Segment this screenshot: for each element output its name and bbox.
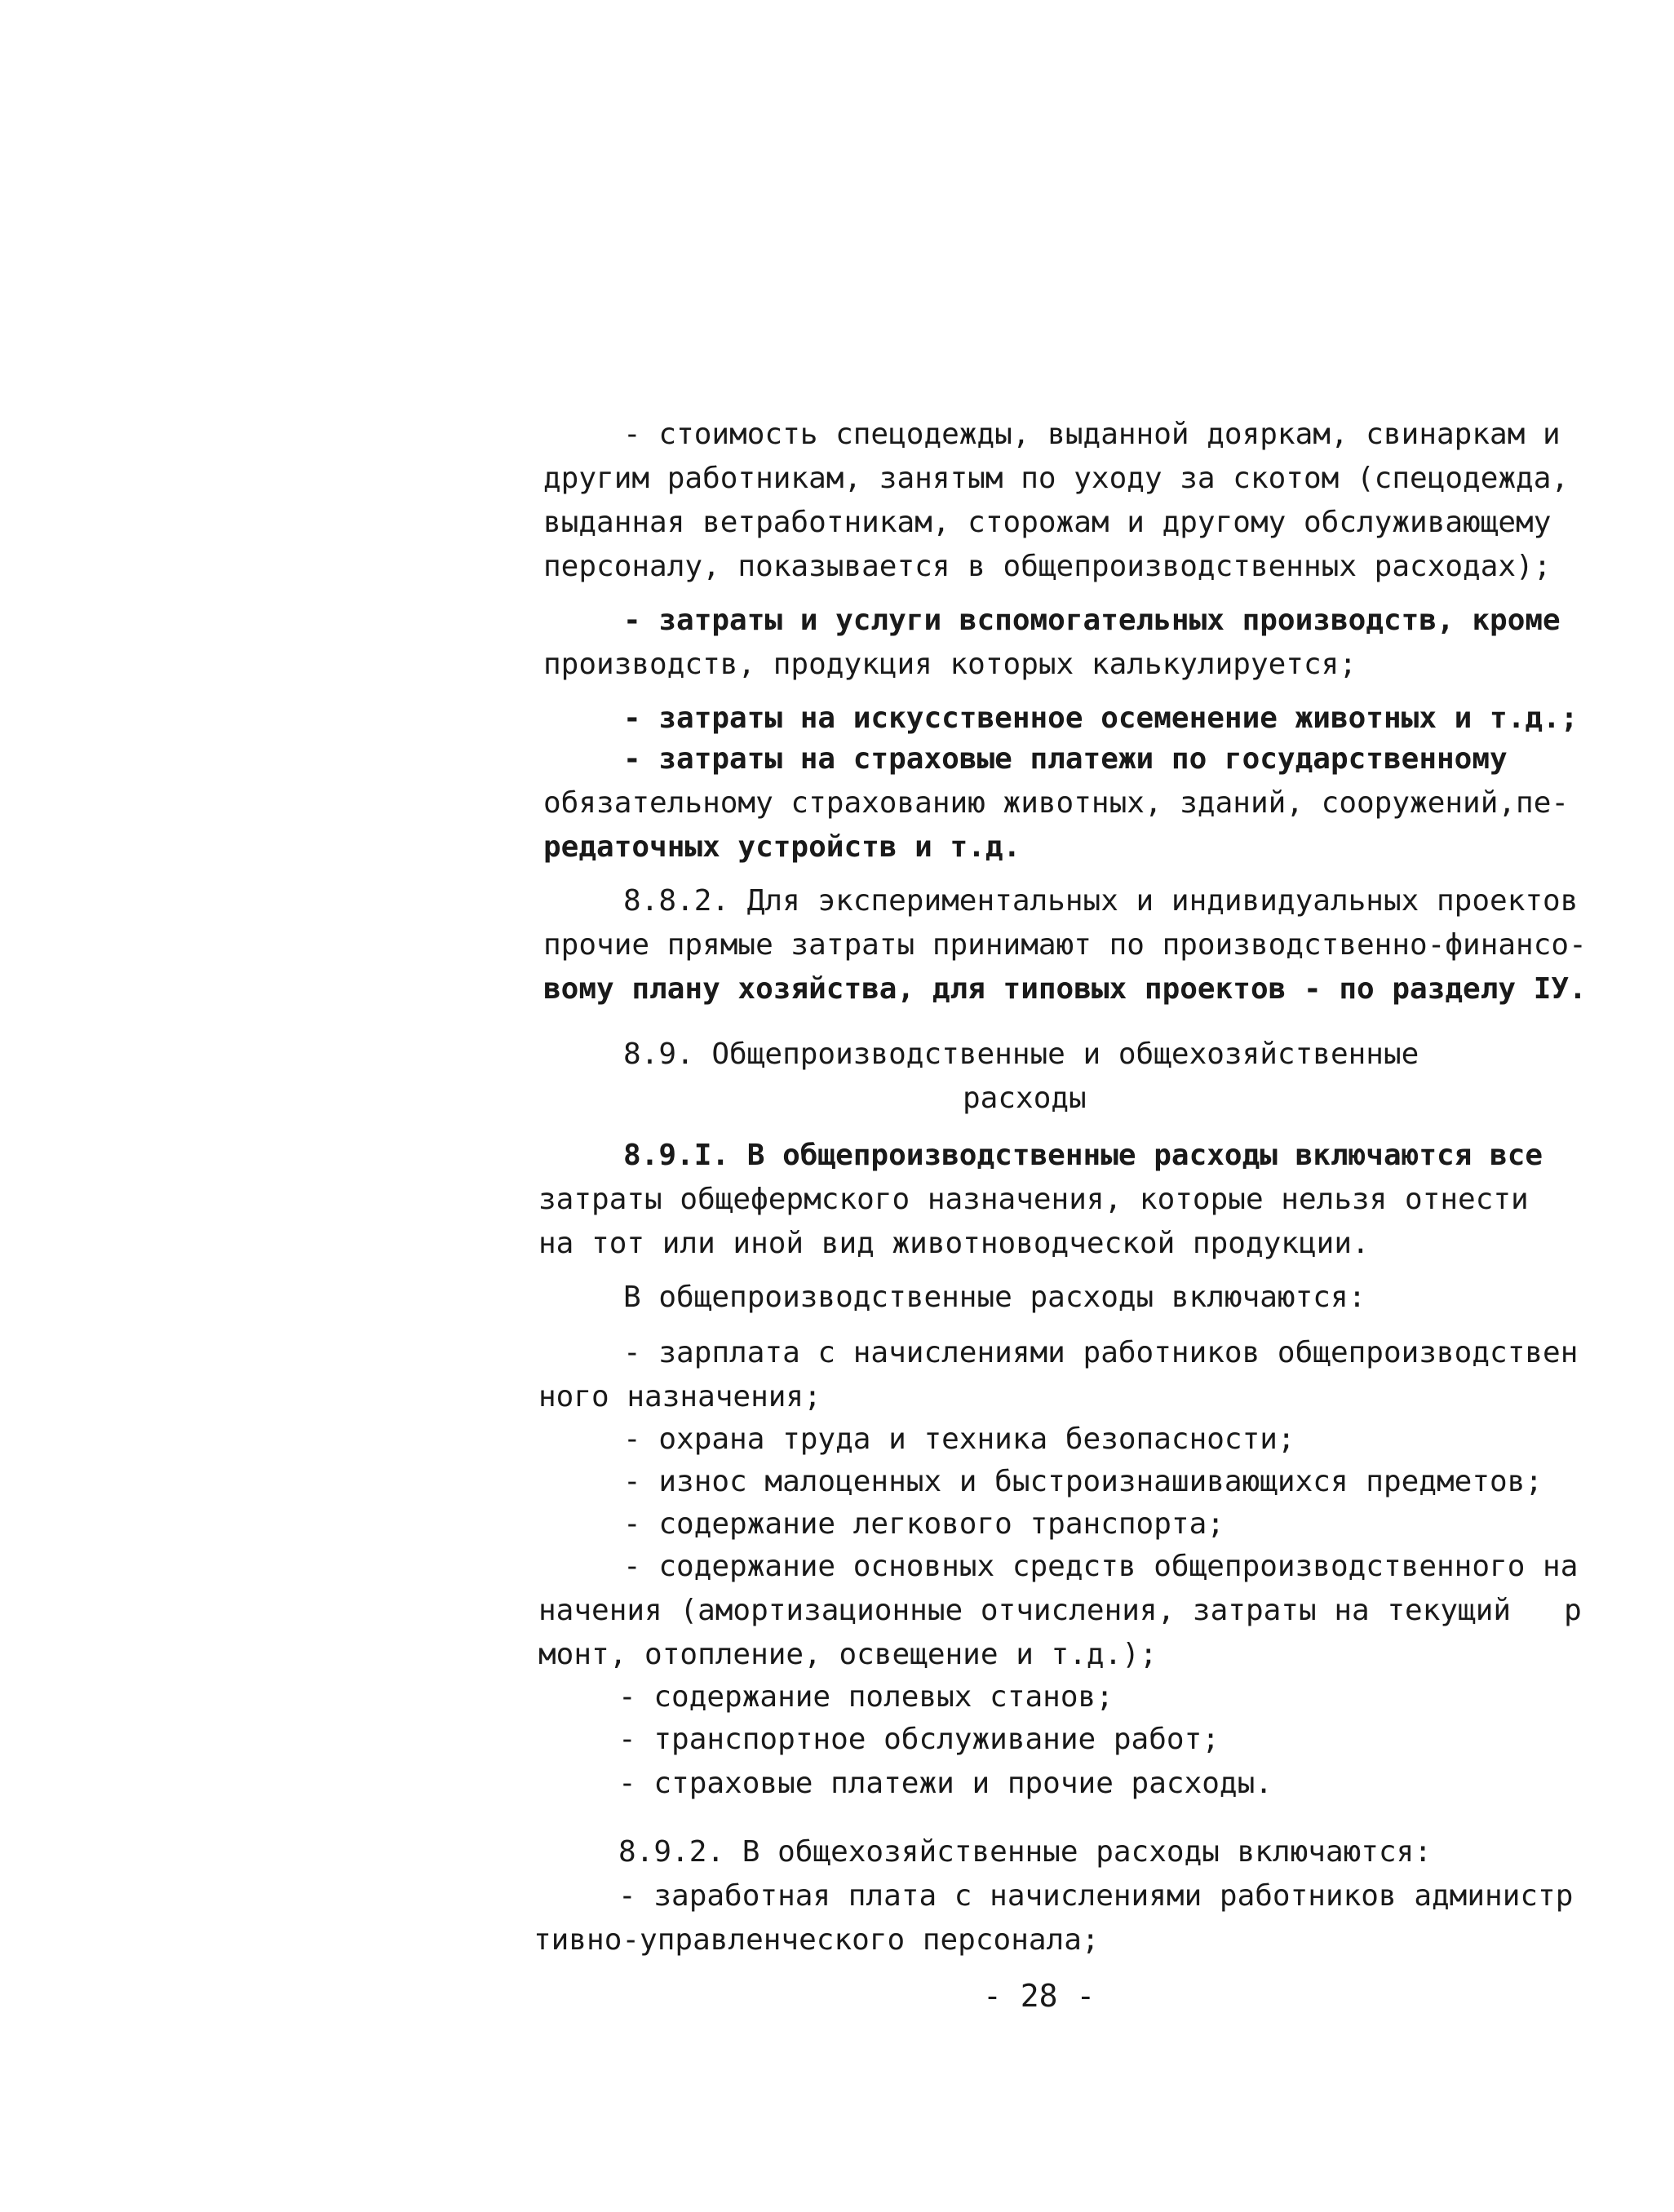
text-line: обязательному страхованию животных, зданий, сооружений,пе- (543, 786, 1570, 820)
text-line: редаточных устройств и т.д. (543, 830, 1021, 864)
text-line: прочие прямые затраты принимают по производственно-финансо- (543, 928, 1587, 962)
text-line: В общепроизводственные расходы включаются: (623, 1281, 1366, 1314)
text-line: - затраты на искусственное осеменение животных и т.д.; (623, 701, 1579, 735)
text-line: тивно-управленческого персонала; (534, 1923, 1100, 1957)
text-line: производств, продукция которых калькулируется; (543, 648, 1357, 681)
text-line: - охрана труда и техника безопасности; (623, 1422, 1295, 1456)
page-number: - 28 - (983, 1978, 1096, 2014)
text-line: 8.9.2. В общехозяйственные расходы включаются: (618, 1835, 1432, 1869)
text-line: - заработная плата с начислениями работников администр (618, 1879, 1574, 1913)
text-line: другим работникам, занятым по уходу за скотом (спецодежда, (543, 462, 1570, 495)
text-line: вому плану хозяйства, для типовых проектов - по разделу IУ. (543, 972, 1587, 1006)
text-line: - затраты и услуги вспомогательных производств, кроме (623, 604, 1561, 637)
section-heading: 8.9. Общепроизводственные и общехозяйственные (623, 1037, 1419, 1071)
text-line: начения (амортизационные отчисления, затраты на текущий р (538, 1594, 1582, 1627)
text-line: персоналу, показывается в общепроизводственных расходах); (543, 550, 1552, 583)
text-line: - стоимость спецодежды, выданной дояркам, свинаркам и (623, 418, 1561, 451)
text-line: на тот или иной вид животноводческой продукции. (538, 1227, 1370, 1260)
text-line: - транспортное обслуживание работ; (618, 1723, 1220, 1756)
text-line: - страховые платежи и прочие расходы. (618, 1767, 1273, 1800)
text-line: монт, отопление, освещение и т.д.); (538, 1638, 1158, 1671)
text-line: - содержание основных средств общепроизводственного на (623, 1550, 1579, 1583)
section-heading: расходы (963, 1082, 1087, 1115)
text-line: ного назначения; (538, 1380, 822, 1413)
text-line: - зарплата с начислениями работников общепроизводствен (623, 1336, 1579, 1369)
text-line: - содержание легкового транспорта; (623, 1507, 1224, 1541)
text-line: затраты общефермского назначения, которые нельзя отнести (538, 1183, 1529, 1216)
text-line: 8.9.I. В общепроизводственные расходы включаются все (623, 1139, 1543, 1172)
text-line: - затраты на страховые платежи по государственному (623, 742, 1508, 776)
text-line: выданная ветработникам, сторожам и другому обслуживающему (543, 506, 1552, 539)
text-line: - износ малоценных и быстроизнашивающихся предметов; (623, 1465, 1543, 1498)
text-line: 8.8.2. Для экспериментальных и индивидуальных проектов (623, 884, 1579, 918)
text-line: - содержание полевых станов; (618, 1680, 1114, 1714)
